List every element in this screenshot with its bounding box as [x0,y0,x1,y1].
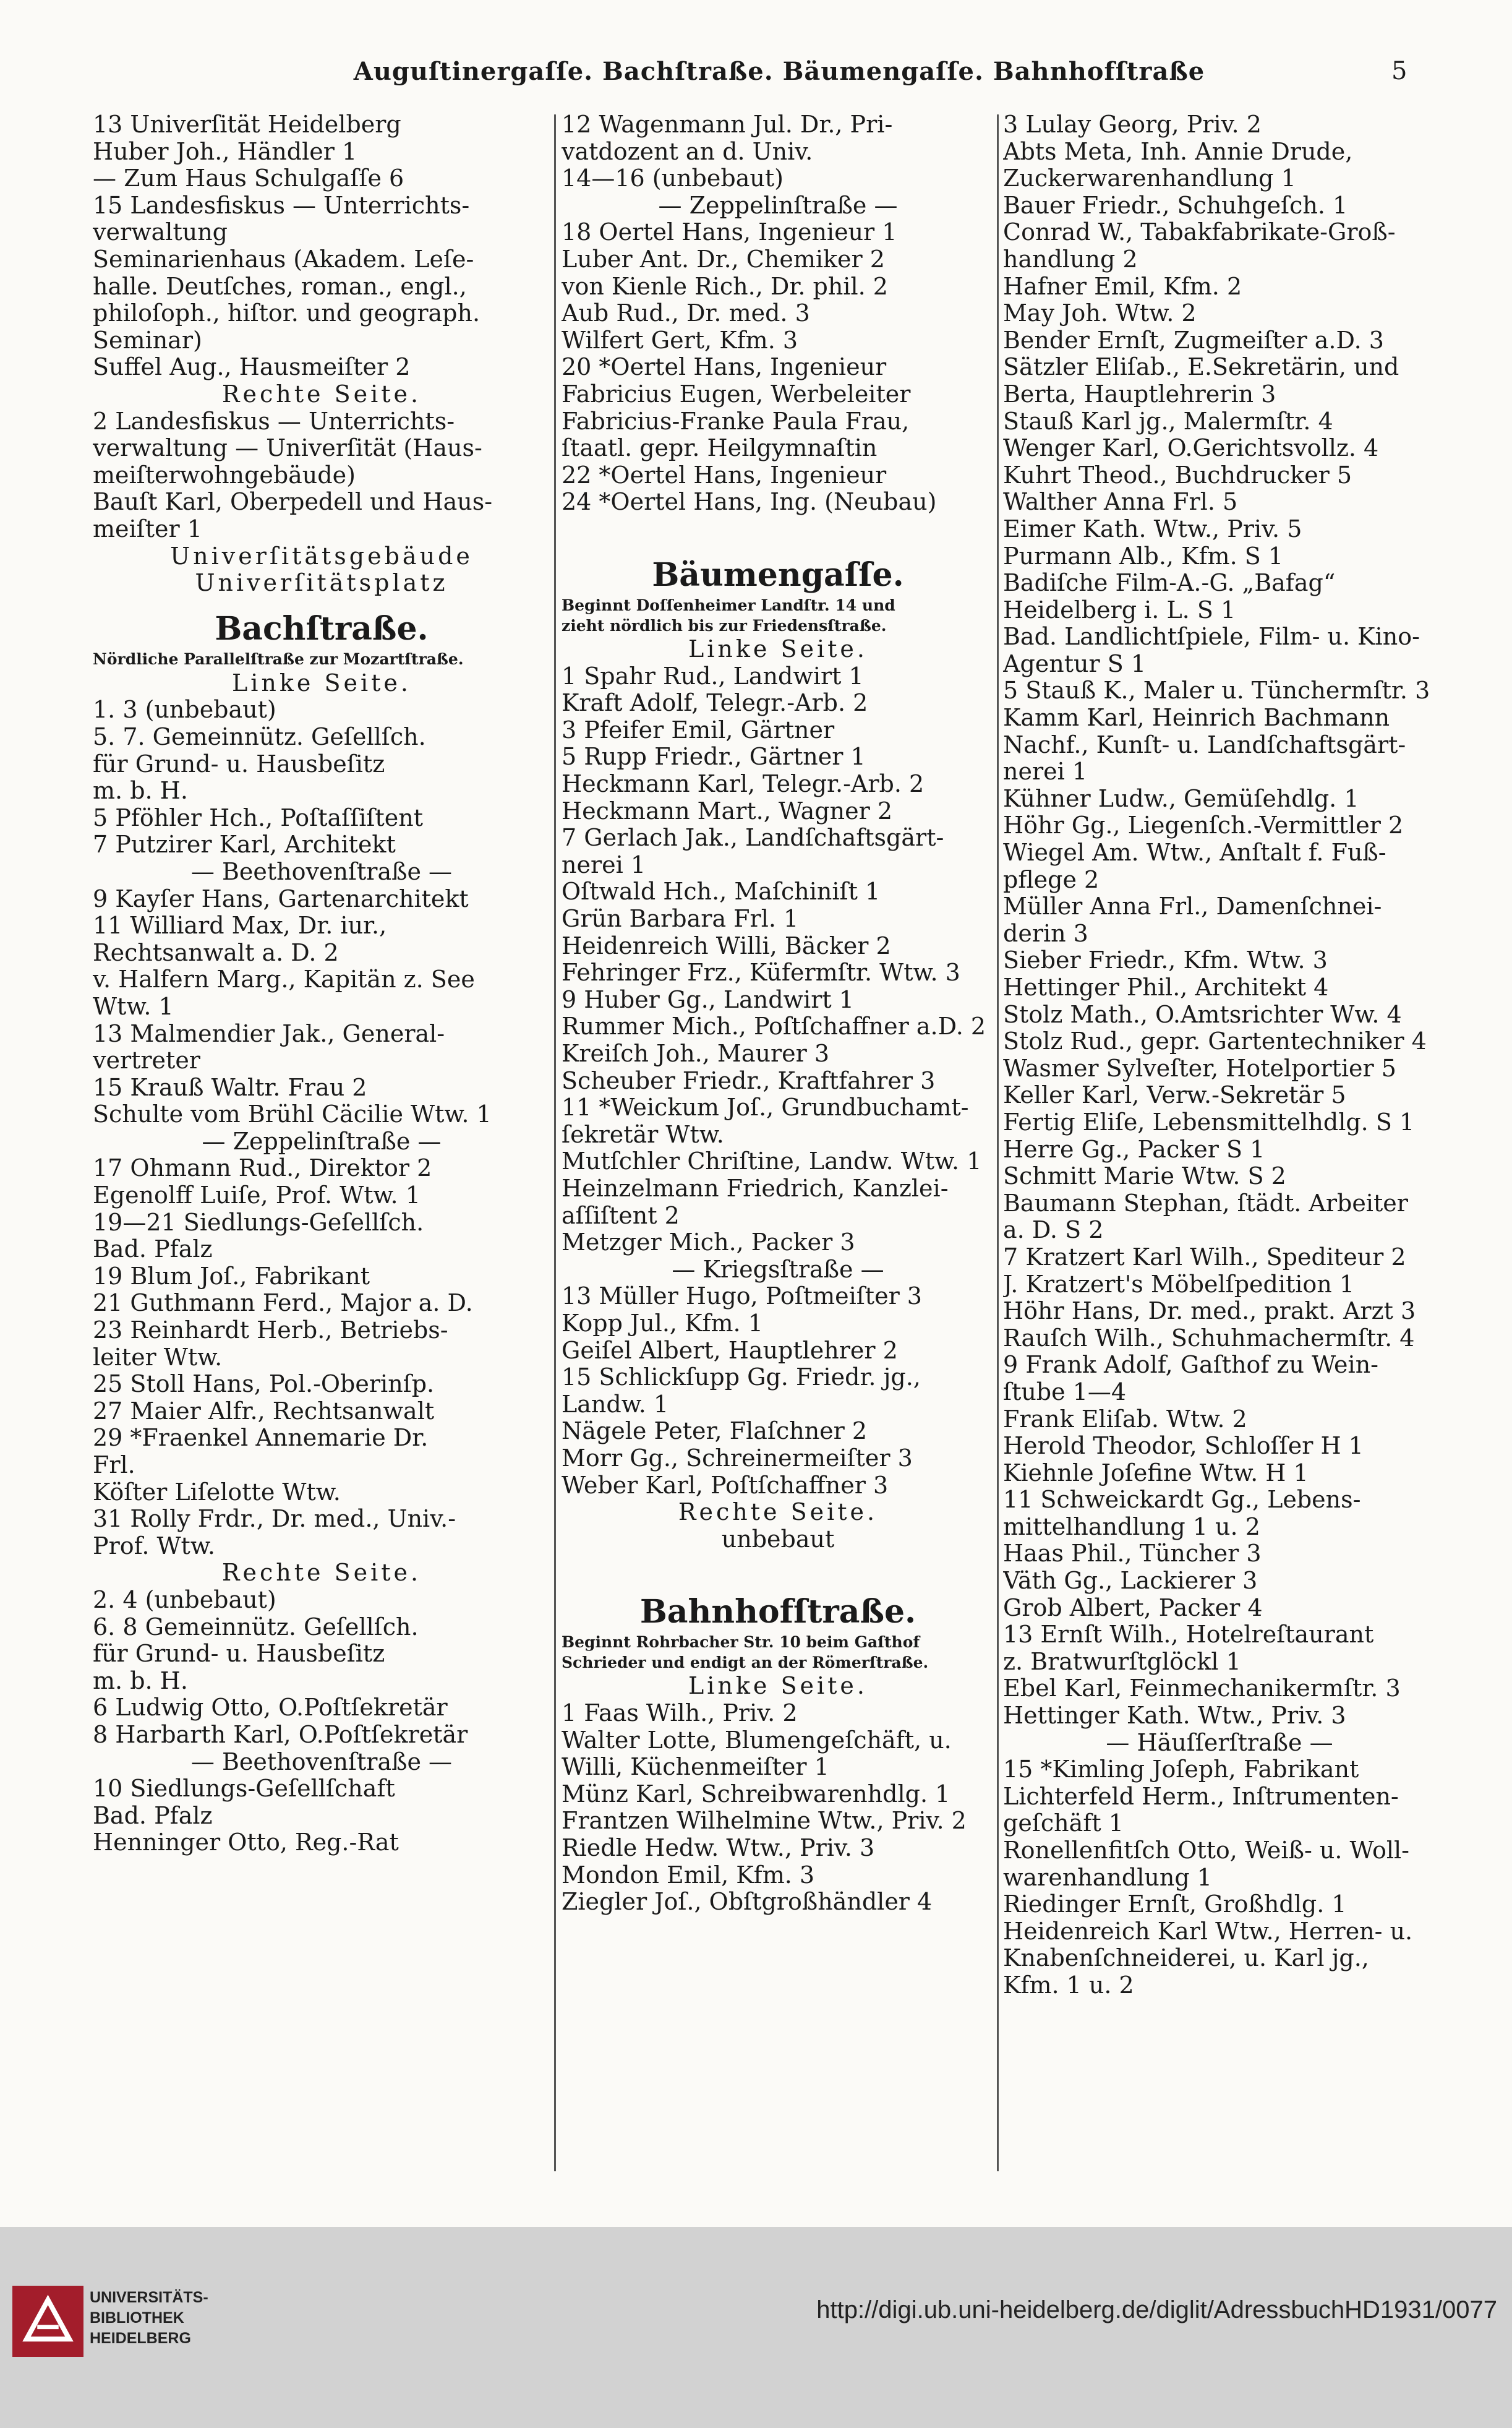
directory-line: Rummer Mich., Poſtſchaffner a.D. 2 [562,1013,986,1040]
directory-line: vertreter [93,1047,200,1075]
directory-line: Kraft Adolf, Telegr.-Arb. 2 [562,690,868,717]
directory-line [562,1553,994,1580]
directory-line: Väth Gg., Lackierer 3 [1003,1568,1258,1595]
directory-line: Bad. Pfalz [93,1236,213,1263]
directory-line: 3 Lulay Georg, Priv. 2 [1003,111,1262,138]
directory-line: Willi, Küchenmeiſter 1 [562,1754,829,1781]
directory-line: handlung 2 [1003,246,1138,273]
running-header: Auguſtinergaſſe. Bachſtraße. Bäumengaſſe. Bahnhofſtraße [353,57,1205,86]
directory-line: Schmitt Marie Wtw. S 2 [1003,1163,1286,1190]
directory-line: Sätzler Eliſab., E.Sekretärin, und [1003,354,1399,381]
directory-line: philoſoph., hiſtor. und geograph. [93,300,481,327]
directory-line: Heckmann Mart., Wagner 2 [562,797,893,825]
directory-line: warenhandlung 1 [1003,1864,1212,1891]
directory-line: Frl. [93,1452,135,1478]
directory-line: a. D. S 2 [1003,1217,1104,1244]
column-rule [997,114,999,2171]
directory-line: für Grund- u. Hausbeſitz [93,750,385,778]
directory-line: Badiſche Film-A.-G. „Bafag“ [1003,570,1336,597]
directory-line: — Zeppelinſtraße — [202,1128,442,1155]
column-middle [562,111,994,1916]
directory-line: Wasmer Sylveſter, Hotelportier 5 [1003,1055,1396,1082]
directory-line: Conrad W., Tabakfabrikate-Groß- [1003,219,1396,246]
directory-line: meiſterwohngebäude) [93,461,356,489]
directory-line: 15 Schlickſupp Gg. Friedr. jg., [562,1364,921,1391]
directory-line: Grün Barbara Frl. 1 [562,906,799,933]
directory-line: unbebaut [721,1525,835,1553]
directory-line: 3 Pfeifer Emil, Gärtner [562,716,835,744]
directory-line: Fabricius Eugen, Werbeleiter [562,380,911,408]
directory-line: m. b. H. [93,778,188,805]
directory-line: Bender Ernſt, Zugmeiſter a.D. 3 [1003,327,1384,354]
directory-line: Baumann Stephan, ſtädt. Arbeiter [1003,1190,1408,1217]
directory-line: ſtaatl. gepr. Heilgymnaſtin [562,435,878,462]
directory-line: 12 Wagenmann Jul. Dr., Pri- [562,111,893,138]
directory-line: Linke Seite. [232,669,411,697]
directory-line: Ronellenfitſch Otto, Weiß- u. Woll- [1003,1837,1410,1864]
directory-line: 18 Oertel Hans, Ingenieur 1 [562,219,897,246]
directory-line: 8 Harbarth Karl, O.Poſtſekretär [93,1721,468,1748]
directory-line: Bauſt Karl, Oberpedell und Haus- [93,489,493,516]
directory-line: z. Bratwurſtglöckl 1 [1003,1648,1241,1675]
directory-line: Beginnt Rohrbacher Str. 10 beim Gaſthof [562,1633,920,1652]
directory-line: Heinzelmann Friedrich, Kanzlei- [562,1175,949,1202]
directory-line: Köſter Liſelotte Wtw. [93,1478,341,1506]
directory-line: 2. 4 (unbebaut) [93,1586,276,1613]
directory-line: halle. Deutſches, roman., engl., [93,273,467,300]
library-name-line: HEIDELBERG [90,2330,191,2347]
directory-line: — Beethovenſtraße — [190,1748,453,1775]
directory-line: 22 *Oertel Hans, Ingenieur [562,461,887,489]
directory-line: verwaltung [93,219,228,246]
directory-line: 5. 7. Gemeinnütz. Geſellſch. [93,723,426,750]
directory-line: 11 Williard Max, Dr. iur., [93,912,387,940]
directory-line: Zuckerwarenhandlung 1 [1003,165,1296,192]
directory-line: 11 Schweickardt Gg., Lebens- [1003,1486,1361,1514]
directory-line: Kühner Ludw., Gemüſehdlg. 1 [1003,785,1359,812]
directory-line: 1 Spahr Rud., Landwirt 1 [562,663,864,690]
page-number: 5 [1391,57,1407,85]
directory-line: 7 Gerlach Jak., Landſchaftsgärt- [562,825,944,852]
directory-line: 13 Ernſt Wilh., Hotelreſtaurant [1003,1621,1374,1649]
directory-line: 11 *Weickum Joſ., Grundbuchamt- [562,1094,969,1122]
viewer-footer [0,2227,1512,2428]
directory-line: Ziegler Joſ., Obſtgroßhändler 4 [562,1889,933,1916]
directory-line: Univerſitätsplatz [195,570,448,597]
directory-line: 19—21 Siedlungs-Geſellſch. [93,1209,424,1236]
directory-line: Morr Gg., Schreinermeiſter 3 [562,1444,913,1472]
directory-line: 5 Rupp Friedr., Gärtner 1 [562,744,866,771]
directory-line: ſtube 1—4 [1003,1378,1127,1405]
directory-line: leiter Wtw. [93,1344,223,1371]
directory-line: Nachf., Kunſt- u. Landſchaftsgärt- [1003,731,1406,758]
directory-line: Kiehnle Joſefine Wtw. H 1 [1003,1459,1309,1486]
directory-line: nerei 1 [1003,758,1088,786]
directory-line: Nägele Peter, Flaſchner 2 [562,1418,868,1445]
directory-line: 13 Malmendier Jak., General- [93,1020,445,1047]
directory-line: 9 Huber Gg., Landwirt 1 [562,986,854,1013]
directory-line: Huber Joh., Händler 1 [93,138,357,165]
directory-line: vatdozent an d. Univ. [562,138,813,165]
directory-line: derin 3 [1003,920,1088,947]
column-left [93,111,550,1856]
directory-line: Stolz Math., O.Amtsrichter Ww. 4 [1003,1001,1402,1028]
directory-line: Geiſel Albert, Hauptlehrer 2 [562,1337,898,1364]
library-name [90,2288,208,2349]
directory-line: Hafner Emil, Kfm. 2 [1003,273,1242,300]
directory-line: pflege 2 [1003,866,1100,893]
directory-line: Heidenreich Willi, Bäcker 2 [562,932,891,959]
directory-line: Kopp Jul., Kfm. 1 [562,1310,763,1337]
directory-line: Bad. Landlichtſpiele, Film- u. Kino- [1003,624,1420,651]
directory-line: Hettinger Phil., Architekt 4 [1003,974,1329,1001]
directory-line: Suffel Aug., Hausmeiſter 2 [93,354,411,381]
directory-line: Frantzen Wilhelmine Wtw., Priv. 2 [562,1808,967,1835]
directory-line: Mutſchler Chriſtine, Landw. Wtw. 1 [562,1148,982,1175]
directory-line: ſekretär Wtw. [562,1121,724,1148]
directory-line: Höhr Gg., Liegenſch.-Vermittler 2 [1003,812,1404,839]
directory-line: Luber Ant. Dr., Chemiker 2 [562,246,885,273]
directory-line: von Kienle Rich., Dr. phil. 2 [562,273,888,300]
directory-line: Wilfert Gert, Kfm. 3 [562,327,798,354]
column-right [1003,111,1436,1999]
directory-line: Berta, Hauptlehrerin 3 [1003,380,1276,408]
directory-line: 7 Kratzert Karl Wilh., Spediteur 2 [1003,1243,1406,1271]
directory-line: Scheuber Friedr., Kraftfahrer 3 [562,1067,936,1094]
directory-line: Rechte Seite. [221,380,422,408]
directory-line: aſſiſtent 2 [562,1202,680,1229]
directory-line: 6 Ludwig Otto, O.Poſtſekretär [93,1694,448,1722]
directory-line: nerei 1 [562,851,646,878]
directory-line: Schrieder und endigt an der Römerſtraße. [562,1653,929,1671]
directory-line: Hettinger Kath. Wtw., Priv. 3 [1003,1702,1346,1730]
directory-line: 24 *Oertel Hans, Ing. (Neubau) [562,489,937,516]
directory-line: Walter Lotte, Blumengeſchäft, u. [562,1727,952,1754]
directory-line: Höhr Hans, Dr. med., prakt. Arzt 3 [1003,1298,1416,1325]
directory-line: Stauß Karl jg., Malermſtr. 4 [1003,408,1333,435]
directory-line: Purmann Alb., Kfm. S 1 [1003,543,1284,570]
directory-line: meiſter 1 [93,515,202,543]
permalink-url[interactable]: http://digi.ub.uni-heidelberg.de/diglit/AdressbuchHD1931/0077 [816,2296,1497,2323]
directory-line: Grob Albert, Packer 4 [1003,1594,1263,1621]
directory-line: Keller Karl, Verw.-Sekretär 5 [1003,1082,1346,1109]
directory-line: 1. 3 (unbebaut) [93,697,276,724]
directory-line: Bauer Friedr., Schuhgeſch. 1 [1003,192,1348,219]
directory-line: Eimer Kath. Wtw., Priv. 5 [1003,515,1302,543]
directory-line: Nördliche Parallelſtraße zur Mozartſtraße. [93,650,464,669]
directory-line: Lichterfeld Herm., Inſtrumenten- [1003,1783,1399,1810]
directory-line: 10 Siedlungs-Geſellſchaft [93,1775,395,1803]
directory-line: 9 Kayſer Hans, Gartenarchitekt [93,885,469,912]
directory-line: Fertig Eliſe, Lebensmittelhdlg. S 1 [1003,1109,1415,1136]
directory-line: Henninger Otto, Reg.-Rat [93,1829,399,1856]
directory-line: Heckmann Karl, Telegr.-Arb. 2 [562,771,925,798]
directory-line: — Zum Haus Schulgaſſe 6 [93,165,404,192]
directory-line: Abts Meta, Inh. Annie Drude, [1003,138,1353,165]
directory-line: Oſtwald Hch., Maſchiniſt 1 [562,878,881,906]
directory-line: Egenolff Luiſe, Prof. Wtw. 1 [93,1182,421,1209]
directory-line: Ebel Karl, Feinmechanikermſtr. 3 [1003,1675,1401,1702]
directory-line: — Häuſſerſtraße — [1106,1729,1333,1756]
directory-line: 14—16 (unbebaut) [562,165,784,192]
directory-line: für Grund- u. Hausbeſitz [93,1641,385,1668]
directory-line: Rechte Seite. [221,1559,422,1587]
directory-line: 15 Krauß Waltr. Frau 2 [93,1074,367,1101]
directory-line: 15 Landesfiskus — Unterrichts- [93,192,470,219]
directory-line: Herold Theodor, Schloſſer H 1 [1003,1433,1364,1460]
directory-line: Heidelberg i. L. S 1 [1003,596,1236,624]
directory-line: Univerſitätsgebäude [170,543,473,570]
directory-line: Fehringer Frz., Küfermſtr. Wtw. 3 [562,959,960,987]
directory-line: Fabricius-Franke Paula Frau, [562,408,910,435]
directory-line: Linke Seite. [688,1673,868,1700]
directory-line: zieht nördlich bis zur Friedensſtraße. [562,616,887,635]
directory-line: Riedinger Ernſt, Großhdlg. 1 [1003,1891,1347,1918]
directory-line: 13 Müller Hugo, Poſtmeiſter 3 [562,1283,922,1310]
directory-line: 23 Reinhardt Herb., Betriebs- [93,1317,448,1344]
directory-line: Seminar) [93,327,202,354]
directory-line: 13 Univerſität Heidelberg [93,111,401,138]
directory-line: 5 Stauß K., Maler u. Tünchermſtr. 3 [1003,677,1430,705]
directory-line: — Zeppelinſtraße — [658,192,898,219]
directory-line: Beginnt Doſſenheimer Landſtr. 14 und [562,596,895,615]
street-heading: Bäumengaſſe. [652,556,904,594]
directory-line: Mondon Emil, Kfm. 3 [562,1861,815,1889]
directory-line: May Joh. Wtw. 2 [1003,300,1197,327]
column-rule [554,114,556,2171]
directory-line: Prof. Wtw. [93,1532,215,1559]
directory-line: 19 Blum Joſ., Fabrikant [93,1263,370,1290]
directory-line: Wtw. 1 [93,993,174,1020]
directory-line: 7 Putzirer Karl, Architekt [93,831,396,859]
directory-line: Frank Eliſab. Wtw. 2 [1003,1405,1247,1433]
directory-line: Riedle Hedw. Wtw., Priv. 3 [562,1835,875,1862]
directory-line: Metzger Mich., Packer 3 [562,1229,855,1256]
directory-line: Schulte vom Brühl Cäcilie Wtw. 1 [93,1101,492,1128]
directory-line: Münz Karl, Schreibwarenhdlg. 1 [562,1780,950,1808]
directory-line: Stolz Rud., gepr. Gartentechniker 4 [1003,1028,1427,1055]
directory-line: Wiegel Am. Wtw., Anſtalt f. Fuß- [1003,839,1386,867]
directory-line: Heidenreich Karl Wtw., Herren- u. [1003,1918,1413,1945]
directory-line: 1 Faas Wilh., Priv. 2 [562,1700,798,1727]
directory-line: geſchäft 1 [1003,1810,1124,1837]
directory-line: Seminarienhaus (Akadem. Leſe- [93,246,474,273]
directory-line: Müller Anna Frl., Damenſchnei- [1003,893,1382,920]
directory-line: Landw. 1 [562,1391,669,1418]
directory-line: Herre Gg., Packer S 1 [1003,1136,1265,1163]
directory-line: Rechtsanwalt a. D. 2 [93,939,339,966]
directory-line: 27 Maier Alfr., Rechtsanwalt [93,1397,435,1425]
directory-line: mittelhandlung 1 u. 2 [1003,1513,1260,1540]
directory-line: Kfm. 1 u. 2 [1003,1971,1134,1999]
directory-line: 29 *Fraenkel Annemarie Dr. [93,1425,429,1452]
directory-line: 9 Frank Adolf, Gaſthof zu Wein- [1003,1352,1379,1379]
directory-line: Wenger Karl, O.Gerichtsvollz. 4 [1003,435,1379,462]
directory-line: J. Kratzert's Möbelſpedition 1 [1003,1271,1355,1298]
library-name-line: BIBLIOTHEK [90,2309,184,2327]
directory-line: Rauſch Wilh., Schuhmachermſtr. 4 [1003,1324,1415,1352]
directory-line: v. Halfern Marg., Kapitän z. See [93,966,475,993]
directory-line: 31 Rolly Frdr., Dr. med., Univ.- [93,1506,456,1533]
directory-line: 20 *Oertel Hans, Ingenieur [562,354,887,381]
directory-line: 2 Landesfiskus — Unterrichts- [93,408,455,435]
directory-line: Bad. Pfalz [93,1802,213,1829]
directory-line: 15 *Kimling Joſeph, Fabrikant [1003,1756,1359,1783]
library-name-line: UNIVERSITÄTS- [90,2289,208,2306]
directory-line: m. b. H. [93,1667,188,1694]
directory-line: 5 Pföhler Hch., Poſtaſſiſtent [93,804,424,831]
directory-line: Weber Karl, Poſtſchaffner 3 [562,1472,889,1499]
street-heading: Bachſtraße. [215,609,429,648]
directory-line: Linke Seite. [688,636,868,663]
street-heading: Bahnhofſtraße. [639,1592,916,1631]
directory-line: Haas Phil., Tüncher 3 [1003,1540,1262,1568]
directory-line: 6. 8 Gemeinnütz. Geſellſch. [93,1613,419,1641]
directory-line: verwaltung — Univerſität (Haus- [93,435,482,462]
directory-line: Walther Anna Frl. 5 [1003,489,1238,516]
directory-line: Agentur S 1 [1003,650,1147,677]
university-library-logo-icon [12,2286,83,2357]
directory-line: 25 Stoll Hans, Pol.-Oberinſp. [93,1371,435,1398]
directory-line: — Beethovenſtraße — [190,858,453,885]
directory-line: — Kriegsſtraße — [672,1256,884,1283]
directory-line: Knabenſchneiderei, u. Karl jg., [1003,1945,1369,1972]
directory-line: Sieber Friedr., Kfm. Wtw. 3 [1003,947,1328,974]
directory-line: Aub Rud., Dr. med. 3 [562,300,810,327]
directory-line: Kreiſch Joh., Maurer 3 [562,1040,830,1067]
directory-line: Kamm Karl, Heinrich Bachmann [1003,705,1390,732]
directory-line: 17 Ohmann Rud., Direktor 2 [93,1155,432,1182]
directory-line: Rechte Seite. [678,1499,878,1526]
directory-line: Kuhrt Theod., Buchdrucker 5 [1003,461,1352,489]
directory-line: 21 Guthmann Ferd., Major a. D. [93,1290,473,1317]
directory-line [562,516,994,543]
